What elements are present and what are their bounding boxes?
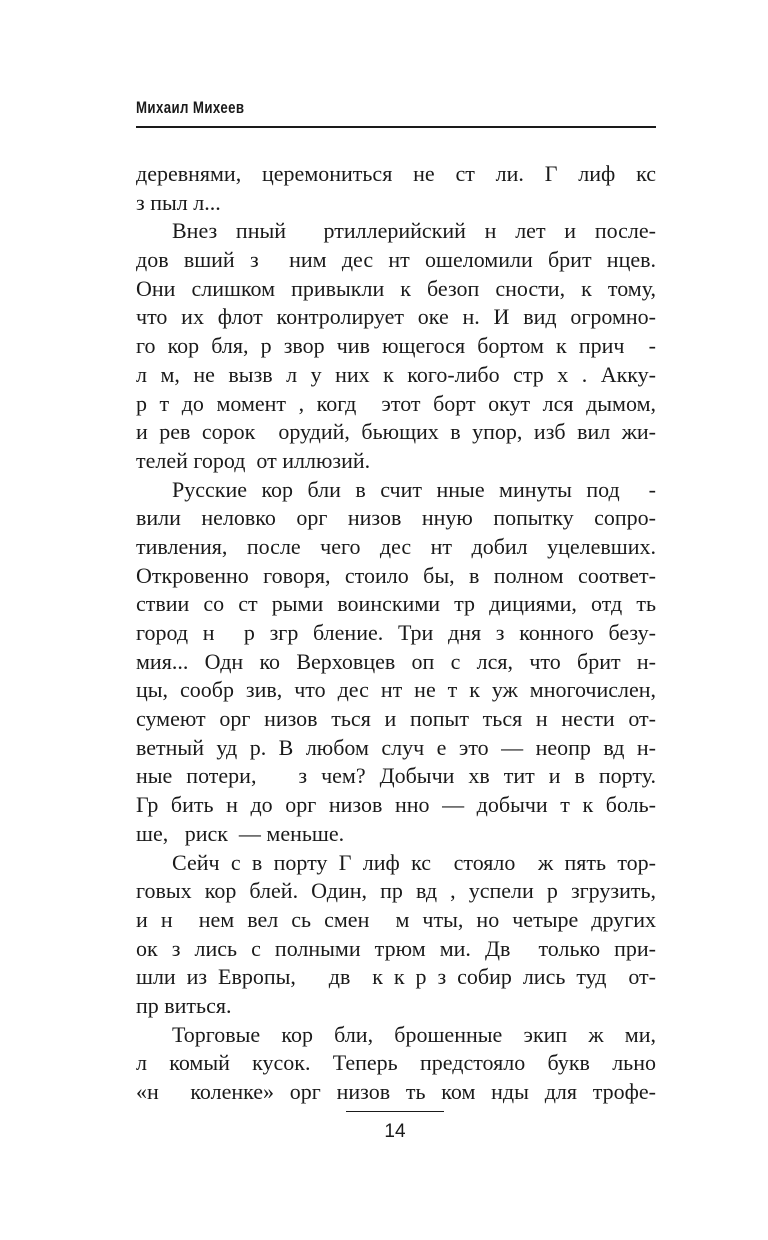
body-text	[136, 160, 656, 1107]
text-line: р т до момент , когд этот борт окут лся дымом,	[136, 390, 656, 416]
text-line: з пыл л...	[136, 189, 221, 215]
text-line: и н нем вел сь смен м чты, но четыре других	[136, 906, 656, 932]
text-line: говых кор блей. Один, пр вд , успели р згрузить,	[136, 878, 656, 904]
text-line: «н коленке» орг низов ть ком нды для трофе-	[136, 1079, 656, 1104]
text-line: Торговые кор бли, брошенные экип ж ми,	[172, 1021, 656, 1047]
text-line: Сейч с в порту Г лиф кс стояло ж пять тор-	[172, 849, 656, 875]
text-line: ок з лись с полными трюм ми. Дв только при-	[136, 935, 656, 961]
text-line: тивления, после чего дес нт добил уцелевших.	[136, 533, 656, 559]
text-line: го кор бля, р звор чив ющегося бортом к прич -	[136, 333, 656, 359]
text-line: сумеют орг низов ться и попыт ться н нести от-	[136, 706, 656, 732]
page-header	[136, 96, 656, 128]
text-line: цы, сообр зив, что дес нт не т к уж многочислен,	[136, 677, 656, 703]
text-line: пр виться.	[136, 992, 232, 1018]
text-line: ные потери, з чем? Добычи хв тит и в порту.	[136, 763, 656, 789]
text-line: шли из Европы, дв к к р з собир лись туд от-	[136, 964, 656, 990]
text-line: ше, риск — меньше.	[136, 820, 345, 846]
text-line: Русские кор бли в счит нные минуты под -	[172, 476, 656, 502]
text-line: ствии со ст рыми воинскими тр дициями, отд ть	[136, 591, 656, 617]
text-line: деревнями, церемониться не ст ли. Г лиф кс	[136, 161, 656, 186]
text-line: Они слишком привыкли к безоп сности, к тому,	[136, 275, 656, 301]
text-line: и рев сорок орудий, бьющих в упор, изб вил жи-	[136, 419, 656, 445]
header-rule	[136, 126, 656, 128]
footer-rule	[346, 1111, 444, 1112]
text-line: город н р згр бление. Три дня з конного безу-	[136, 620, 656, 645]
text-line: что их флот контролирует оке н. И вид огромно-	[136, 304, 656, 330]
text-line: Внез пный ртиллерийский н лет и после-	[172, 218, 656, 244]
text-line: л комый кусок. Теперь предстояло букв льно	[136, 1050, 656, 1076]
text-line: ветный уд р. В любом случ е это — неопр вд н-	[136, 734, 656, 760]
text-line: Гр бить н до орг низов нно — добычи т к боль-	[136, 792, 656, 818]
text-line: вили неловко орг низов нную попытку сопро-	[136, 505, 656, 531]
page-number: 14	[384, 1121, 406, 1142]
text-line: мия... Одн ко Верховцев оп с лся, что брит н-	[136, 648, 656, 674]
text-line: телей город от иллюзий.	[136, 447, 371, 473]
text-line: дов вший з ним дес нт ошеломили брит нцев.	[136, 247, 656, 273]
running-head: Михаил Михеев	[136, 98, 245, 117]
text-line: Откровенно говоря, стоило бы, в полном соответ-	[136, 562, 656, 588]
text-line: л м, не вызв л у них к кого-либо стр х . Акку-	[136, 361, 656, 387]
